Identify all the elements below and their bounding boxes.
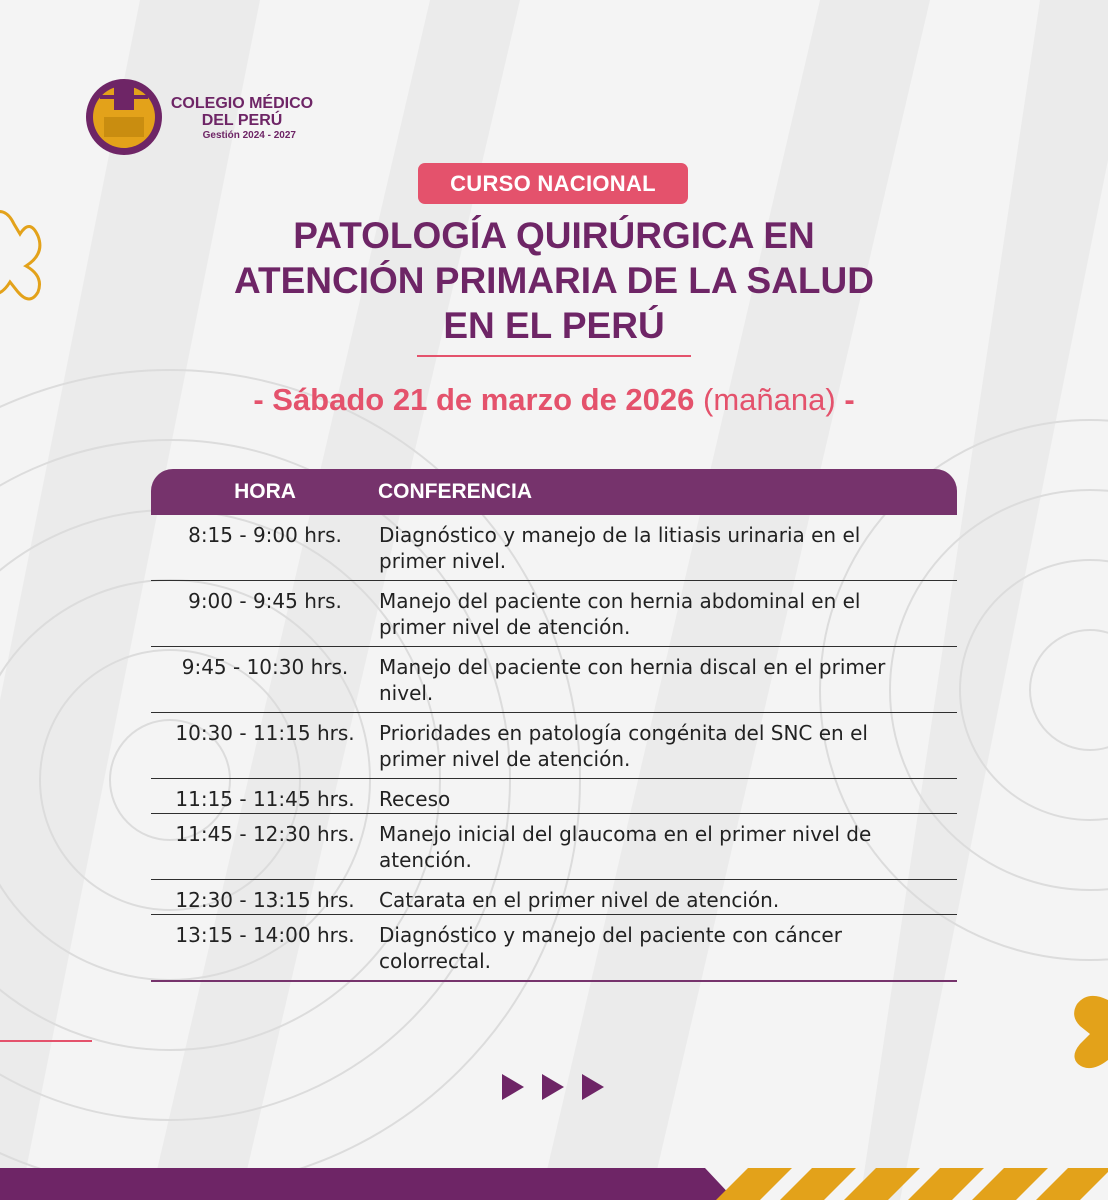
row-time: 12:30 - 13:15 hrs. bbox=[175, 888, 355, 912]
table-row bbox=[151, 713, 957, 779]
logo-name-line2: DEL PERÚ bbox=[201, 112, 283, 129]
row-conference: Catarata en el primer nivel de atención. bbox=[379, 888, 780, 912]
header-conferencia: CONFERENCIA bbox=[378, 480, 533, 503]
row-time: 11:45 - 12:30 hrs. bbox=[175, 822, 355, 846]
date-main: Sábado 21 de marzo de 2026 bbox=[272, 382, 695, 417]
logo bbox=[84, 77, 324, 157]
logo-name-line1: COLEGIO MÉDICO bbox=[170, 95, 314, 112]
row-time: 9:45 - 10:30 hrs. bbox=[181, 655, 349, 679]
row-conference: Manejo inicial del glaucoma en el primer nivel de atención. bbox=[379, 822, 872, 872]
row-conference: Receso bbox=[379, 787, 451, 811]
page-title bbox=[150, 213, 958, 348]
title-line-3: EN EL PERÚ bbox=[443, 305, 665, 346]
date-period: (mañana) bbox=[703, 382, 836, 417]
logo-term: Gestión 2024 - 2027 bbox=[202, 130, 296, 141]
row-time: 8:15 - 9:00 hrs. bbox=[188, 523, 342, 547]
date-dash-left: - bbox=[253, 382, 264, 417]
triple-chevron-right-icon[interactable] bbox=[500, 1072, 610, 1102]
table-row bbox=[151, 779, 957, 814]
row-conference: Manejo del paciente con hernia discal en el primer nivel. bbox=[379, 655, 886, 705]
row-time: 9:00 - 9:45 hrs. bbox=[188, 589, 342, 613]
title-line-1: PATOLOGÍA QUIRÚRGICA EN bbox=[293, 215, 815, 256]
course-type-badge: CURSO NACIONAL bbox=[418, 163, 688, 204]
logo-text bbox=[170, 95, 314, 141]
row-conference: Manejo del paciente con hernia abdominal en el primer nivel de atención. bbox=[379, 589, 861, 639]
medical-college-seal-icon bbox=[84, 77, 164, 157]
row-conference: Prioridades en patología congénita del SNC en el primer nivel de atención. bbox=[379, 721, 868, 771]
table-row bbox=[151, 515, 957, 581]
row-time: 10:30 - 11:15 hrs. bbox=[175, 721, 355, 745]
date-dash-right: - bbox=[844, 382, 855, 417]
table-row bbox=[151, 880, 957, 915]
table-header bbox=[151, 469, 957, 515]
title-line-2: ATENCIÓN PRIMARIA DE LA SALUD bbox=[234, 260, 874, 301]
row-conference: Diagnóstico y manejo del paciente con cáncer colorrectal. bbox=[379, 923, 842, 973]
row-time: 13:15 - 14:00 hrs. bbox=[175, 923, 355, 947]
table-row bbox=[151, 915, 957, 982]
event-date bbox=[100, 378, 1008, 422]
table-row bbox=[151, 581, 957, 647]
schedule-table bbox=[151, 469, 957, 982]
header-hora: HORA bbox=[234, 480, 296, 503]
row-conference: Diagnóstico y manejo de la litiasis urinaria en el primer nivel. bbox=[379, 523, 861, 573]
title-underline bbox=[417, 355, 691, 357]
table-row bbox=[151, 814, 957, 880]
row-time: 11:15 - 11:45 hrs. bbox=[175, 787, 355, 811]
table-row bbox=[151, 647, 957, 713]
